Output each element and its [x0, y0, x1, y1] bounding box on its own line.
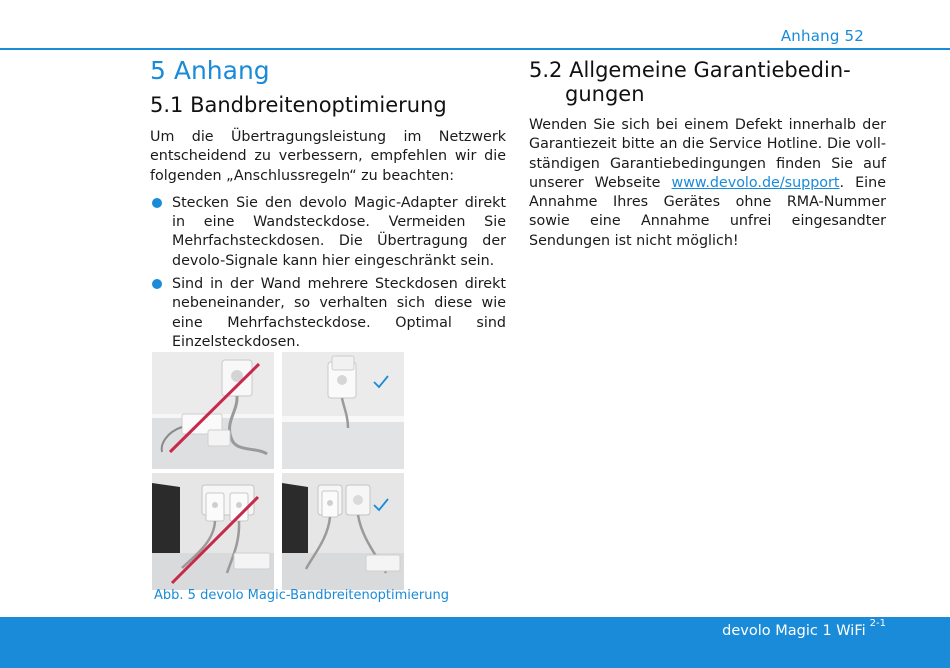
warranty-paragraph — [529, 116, 886, 251]
illustration-power-strip-wrong — [152, 352, 274, 469]
left-column — [150, 56, 506, 356]
rule-list — [150, 194, 506, 352]
right-column — [529, 58, 886, 251]
chapter-title: 5 Anhang — [150, 56, 270, 85]
bullet-dot-icon — [152, 279, 162, 289]
running-header: Anhang 52 — [780, 27, 864, 45]
intro-paragraph: Um die Übertragungsleistung im Netzwerk entscheidend zu verbessern, empfehlen wir die folgenden „Anschlussregeln“ zu beachten: — [150, 129, 506, 184]
warranty-text: Wenden Sie sich bei einem Defekt innerhalb der Garantiezeit bitte an die Service Hotline. Die voll-ständigen Garantiebedingungen finden Sie auf unserer Webseite — [529, 117, 886, 191]
product-name: devolo Magic 1 WiFi — [722, 622, 866, 639]
footer-product — [722, 618, 886, 639]
illustration-single-sockets-right — [282, 473, 404, 590]
list-item — [150, 275, 506, 352]
list-item-text: Sind in der Wand mehrere Steckdosen direkt nebeneinander, so verhalten sich diese wie eine Mehrfachsteckdose. Optimal sind Einzelsteckdosen. — [172, 276, 506, 350]
header-rule — [0, 48, 950, 50]
illustration-wall-socket-right — [282, 352, 404, 469]
list-item — [150, 194, 506, 271]
support-link[interactable]: www.devolo.de/support — [671, 174, 840, 191]
product-version: 2-1 — [869, 618, 886, 629]
footer-bar — [0, 617, 950, 668]
bullet-dot-icon — [152, 198, 162, 208]
bandwidth-figure — [152, 352, 404, 590]
illustration-adjacent-sockets-wrong — [152, 473, 274, 590]
list-item-text: Stecken Sie den devolo Magic-Adapter direkt in eine Wandsteckdose. Vermeiden Sie Mehrfachsteckdosen. Die Übertragung der devolo-Signale kann hier eingeschränkt sein. — [172, 194, 506, 269]
figure-caption: Abb. 5 devolo Magic-Bandbreitenoptimierung — [154, 588, 449, 603]
warranty-text-end: . Eine Annahme Ihres Gerätes ohne RMA-Nummer sowie eine Annahme unfrei eingesandter Sendungen ist nicht möglich! — [529, 174, 887, 249]
section-title-5-2: 5.2 Allgemeine Garantiebedin-gungen — [529, 58, 851, 106]
section-title-5-1: 5.1 Bandbreitenoptimierung — [150, 93, 447, 117]
